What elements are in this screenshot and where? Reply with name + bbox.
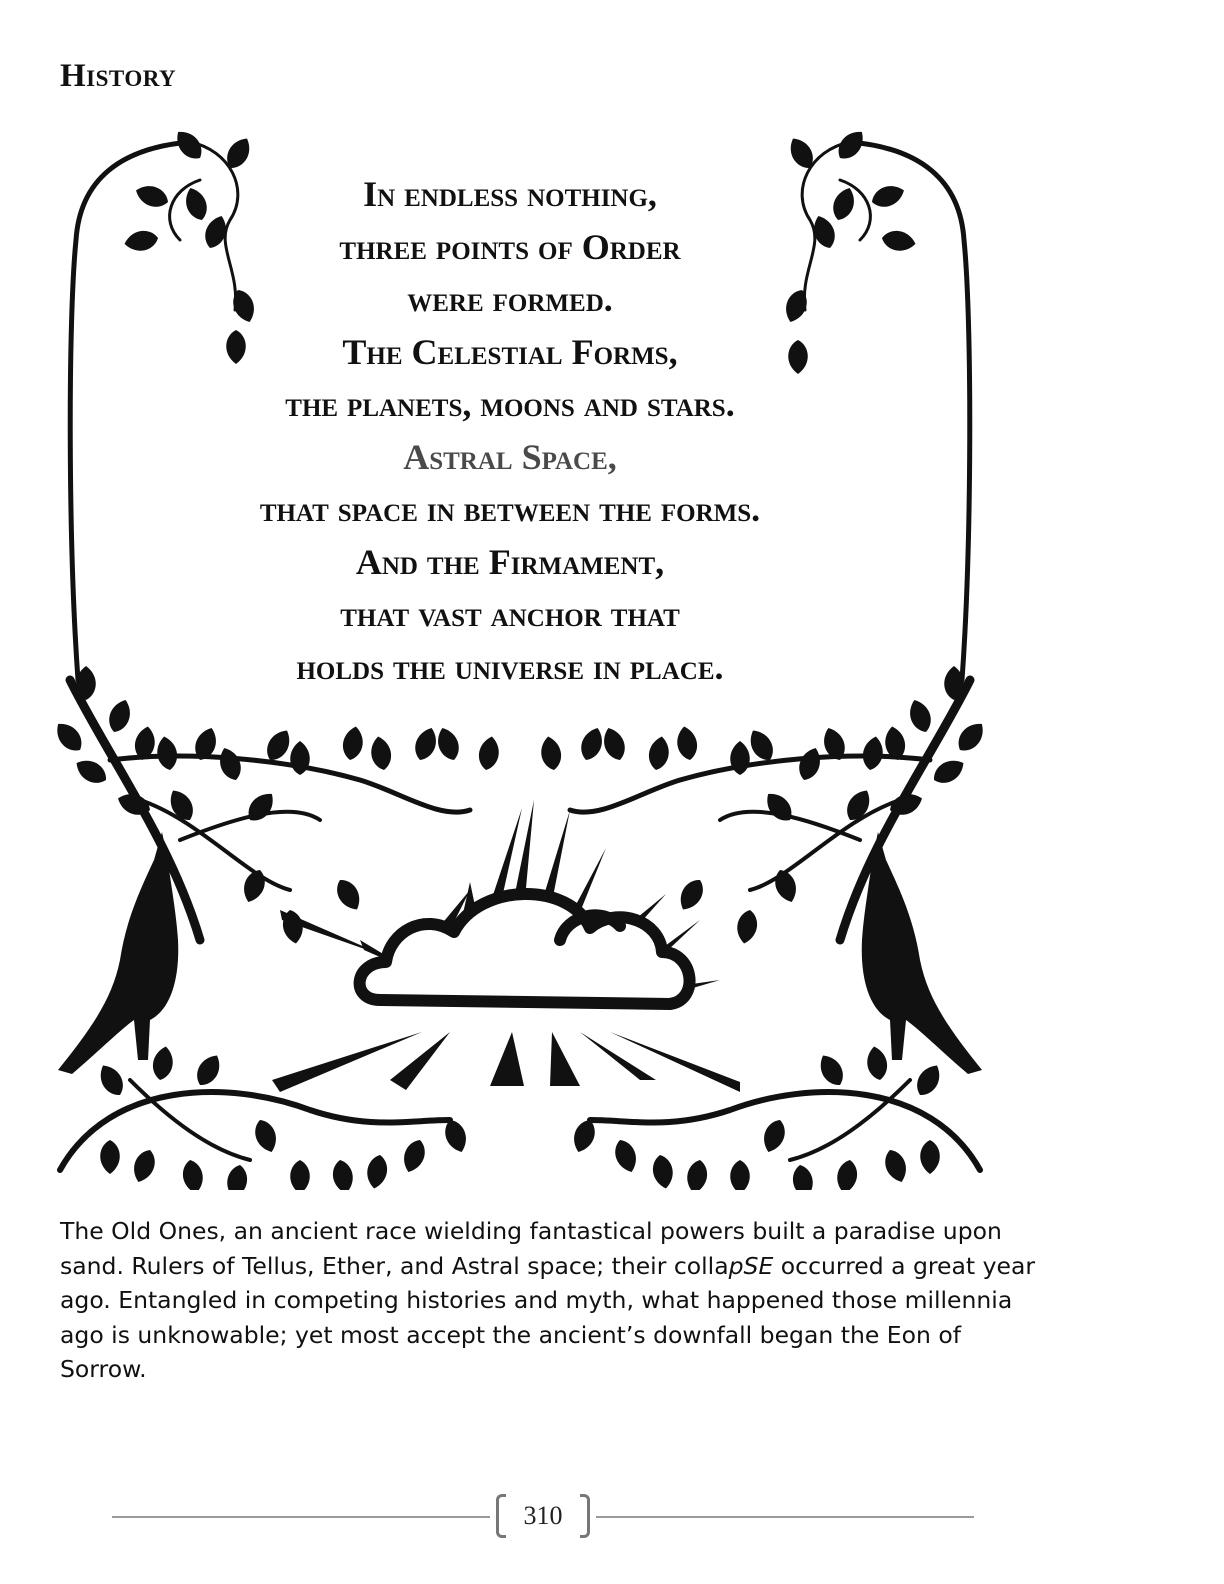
poem-line: The Celestial Forms, — [342, 331, 678, 372]
poem-line: In endless nothing, — [363, 174, 657, 214]
body-text-end: occurred a great year ago. Entangled in competing histories and myth, what happened those millennia ago is unknowable; yet most accept the ancient’s downfall began the Eon of Sorrow. — [60, 1251, 1036, 1383]
poem-line: that space in between the forms. — [259, 489, 761, 529]
footer-rule-right — [596, 1516, 974, 1518]
page-number: 310 — [523, 1501, 563, 1530]
body-text-start: The Old Ones, an ancient race wielding fantastical powers built a paradise upon sand. Rulers of Tellus, Ether, and Astral space; their colla — [60, 1217, 1002, 1280]
body-text-emphasis: pSE — [728, 1251, 774, 1280]
body-paragraph — [60, 1214, 1050, 1387]
poem-line: the planets, moons and stars. — [285, 384, 735, 424]
poem-line: were formed. — [407, 279, 613, 319]
right-bracket-icon — [580, 1494, 590, 1538]
sun-behind-cloud-icon — [272, 800, 740, 1092]
poem-line: Astral Space, — [403, 436, 617, 477]
poem-line: that vast anchor that — [340, 594, 680, 634]
page-footer — [112, 1494, 974, 1538]
section-heading: History — [60, 58, 177, 94]
poem-line: holds the universe in place. — [296, 646, 724, 687]
poem-line: And the Firmament, — [355, 541, 665, 582]
poem-line: three points of Order — [339, 226, 681, 267]
footer-rule-left — [112, 1516, 490, 1518]
poem — [150, 168, 870, 693]
